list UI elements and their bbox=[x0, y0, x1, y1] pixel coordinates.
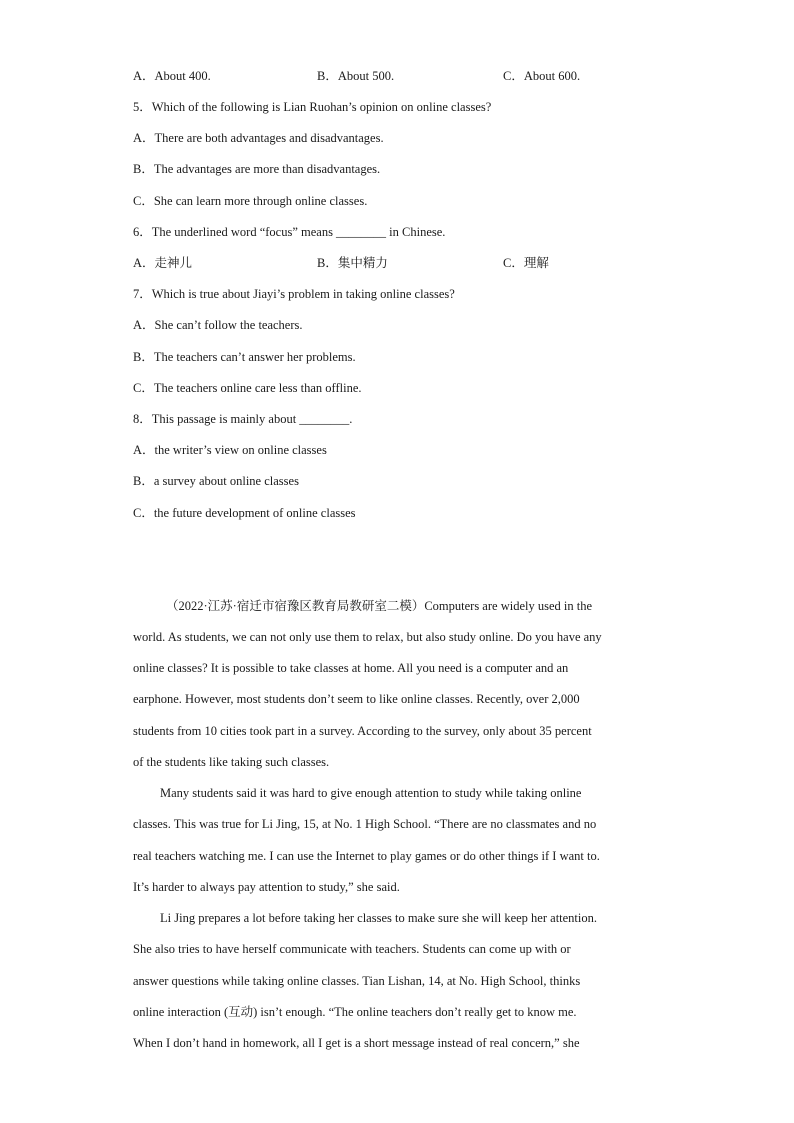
q7-option-c[interactable]: C．The teachers online care less than offline. bbox=[133, 381, 362, 395]
passage-line: It’s harder to always pay attention to study,” she said. bbox=[133, 880, 400, 894]
q7-option-a[interactable]: A．She can’t follow the teachers. bbox=[133, 318, 303, 332]
q7-option-b[interactable]: B．The teachers can’t answer her problems. bbox=[133, 350, 356, 364]
passage-line: When I don’t hand in homework, all I get is a short message instead of real concern,” she bbox=[133, 1036, 580, 1050]
passage-line: She also tries to have herself communicate with teachers. Students can come up with or bbox=[133, 942, 571, 956]
passage-line: Many students said it was hard to give enough attention to study while taking online bbox=[160, 786, 582, 800]
q8-stem: 8．This passage is mainly about ________. bbox=[133, 412, 353, 426]
passage-line: world. As students, we can not only use them to relax, but also study online. Do you have any bbox=[133, 630, 602, 644]
passage-line: classes. This was true for Li Jing, 15, at No. 1 High School. “There are no classmates and no bbox=[133, 817, 597, 831]
q5-stem: 5．Which of the following is Lian Ruohan’s opinion on online classes? bbox=[133, 100, 492, 114]
passage-line: students from 10 cities took part in a survey. According to the survey, only about 35 percent bbox=[133, 724, 592, 738]
passage-line: online interaction (互动) isn’t enough. “The online teachers don’t really get to know me. bbox=[133, 1005, 577, 1019]
passage-line: of the students like taking such classes. bbox=[133, 755, 330, 769]
q6-stem: 6．The underlined word “focus” means ________ in Chinese. bbox=[133, 225, 446, 239]
q4-option-b[interactable]: B．About 500. bbox=[317, 69, 395, 83]
q4-option-c[interactable]: C．About 600. bbox=[503, 69, 581, 83]
passage-line: answer questions while taking online classes. Tian Lishan, 14, at No. High School, thinks bbox=[133, 974, 581, 988]
passage-line: online classes? It is possible to take classes at home. All you need is a computer and an bbox=[133, 661, 569, 675]
q4-option-a[interactable]: A．About 400. bbox=[133, 69, 211, 83]
passage-line: Li Jing prepares a lot before taking her classes to make sure she will keep her attention. bbox=[160, 911, 598, 925]
passage-line: （2022·江苏·宿迁市宿豫区教育局教研室二模）Computers are widely used in the bbox=[166, 599, 592, 613]
q5-option-c[interactable]: C．She can learn more through online classes. bbox=[133, 194, 368, 208]
q4-options bbox=[133, 68, 663, 84]
passage-line: real teachers watching me. I can use the Internet to play games or do other things if I want to. bbox=[133, 849, 600, 863]
q6-option-c[interactable]: C．理解 bbox=[503, 256, 549, 270]
q8-option-a[interactable]: A．the writer’s view on online classes bbox=[133, 443, 327, 457]
q5-option-b[interactable]: B．The advantages are more than disadvantages. bbox=[133, 162, 381, 176]
passage-line: earphone. However, most students don’t seem to like online classes. Recently, over 2,000 bbox=[133, 692, 580, 706]
q6-option-b[interactable]: B．集中精力 bbox=[317, 256, 388, 270]
q7-stem: 7．Which is true about Jiayi’s problem in taking online classes? bbox=[133, 287, 455, 301]
q8-option-b[interactable]: B．a survey about online classes bbox=[133, 474, 299, 488]
q8-option-c[interactable]: C．the future development of online classes bbox=[133, 506, 356, 520]
q6-option-a[interactable]: A．走神儿 bbox=[133, 256, 193, 270]
q5-option-a[interactable]: A．There are both advantages and disadvantages. bbox=[133, 131, 384, 145]
q6-options bbox=[133, 255, 663, 271]
